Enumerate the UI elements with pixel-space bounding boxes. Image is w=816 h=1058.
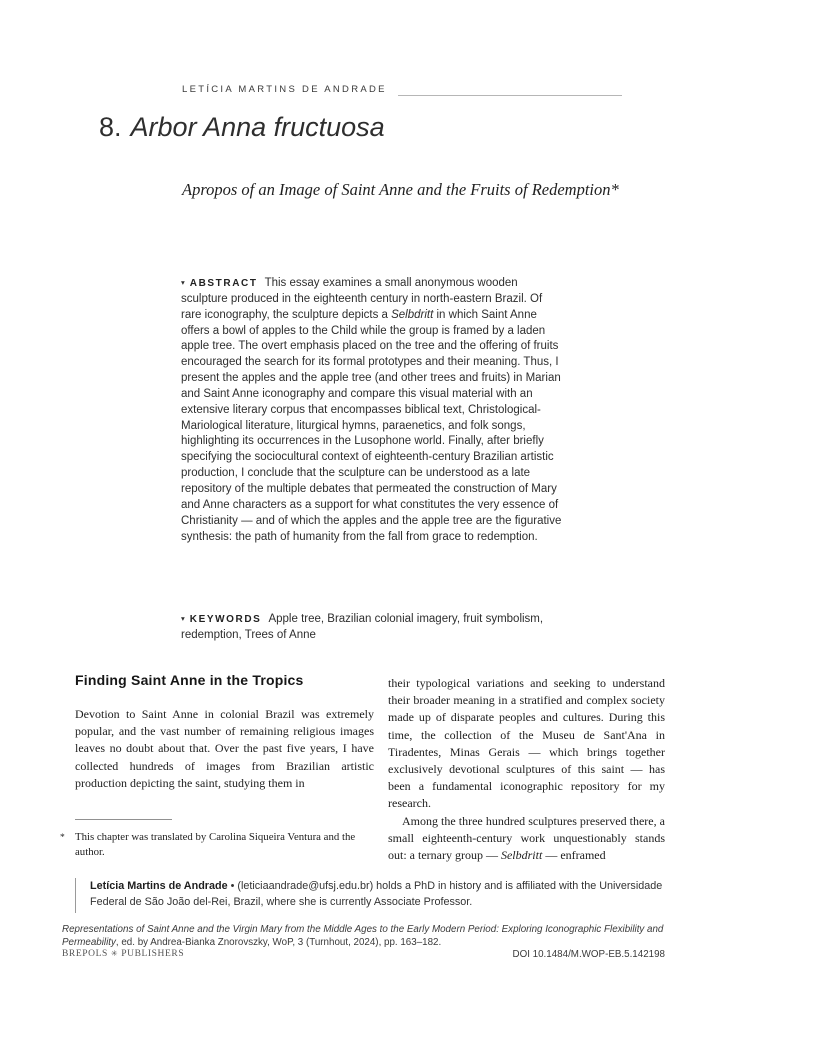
doi-reference: DOI 10.1484/M.WOP-EB.5.142198 [512, 949, 665, 960]
body-right-p2-text-b: — enframed [542, 848, 606, 863]
footnote-rule [75, 819, 172, 820]
keywords-label: KEYWORDS [189, 614, 262, 625]
imprint-series-title: Representations of Saint Anne and the Virgin Mary from the Middle Ages to the Early Modern Period: Exploring Iconographic Flexibility and Permeability [62, 924, 664, 949]
body-column-left: Devotion to Saint Anne in colonial Brazil was extremely popular, and the vast number of remaining religious images leaves no doubt about that. Over the past five years, I have collected hundreds of images from Brazilian artistic production depicting the saint, studying them in [75, 707, 374, 790]
body-right-paragraph-1: their typological variations and seeking to understand their broader meaning in a stratified and complex society made up of disparate peoples and cultures. During this time, the collection of the Museu de Sant'Ana in Tiradentes, Minas Gerais — which brings together exclusively devotional sculptures of this saint — has been a fundamental iconographic repository for my research. [388, 676, 665, 811]
imprint-citation [62, 923, 674, 949]
body-column-right [388, 675, 665, 864]
author-bio-name: Letícia Martins de Andrade [90, 880, 228, 892]
abstract-block [181, 276, 565, 545]
footnote-text: This chapter was translated by Carolina Siqueira Ventura and the author. [75, 831, 356, 858]
footnote [60, 830, 368, 859]
chapter-title [99, 112, 385, 143]
keywords-text: Apple tree, Brazilian colonial imagery, fruit symbolism, redemption, Trees of Anne [181, 613, 544, 641]
section-heading: Finding Saint Anne in the Tropics [75, 672, 304, 688]
author-bio-bullet: • [230, 880, 235, 892]
keywords-block [181, 612, 565, 644]
running-header-author: LETÍCIA MARTINS DE ANDRADE [182, 84, 387, 95]
abstract-triangle-icon: ▾ [181, 277, 185, 287]
body-right-p2-text-a: Among the three hundred sculptures preserved there, a small eighteenth-century work unquestionably stands out: a ternary group — [388, 813, 665, 863]
publisher-name-left: BREPOLS [62, 949, 108, 959]
chapter-number: 8. [99, 112, 122, 142]
imprint-citation-rest: , ed. by Andrea-Bianka Znorovszky, WoP, 3 (Turnhout, 2024), pp. 163–182. [115, 937, 442, 949]
publisher-device-icon: ✳ [110, 948, 119, 958]
keywords-triangle-icon: ▾ [181, 613, 185, 623]
abstract-label: ABSTRACT [189, 278, 258, 289]
publisher-imprint [62, 949, 184, 959]
abstract-text-part2: in which Saint Anne offers a bowl of apples to the Child while the group is framed by a laden apple tree. The overt emphasis placed on the tree and the offering of fruits encouraged the search for its formal prototypes and their meaning. Thus, I present the apples and the apple tree (and other trees and fruits) in Marian and Saint Anne iconography and compare this visual material with an extensive literary corpus that encompasses biblical text, Christological-Mariological literature, liturgical hymns, paraenetics, and folk songs, highlighting its occurrences in the Lusophone world. Finally, after briefly specifying the sociocultural context of eighteenth-century Brazilian artistic production, I conclude that the sculpture can be understood as a late repository of the multiple debates that permeated the construction of Mary and Anne characters as a support for what constitutes the very essence of Christianity — and of which the apples and the apple tree are the figurative synthesis: the path of humanity from the fall from grace to redemption. [181, 308, 562, 543]
footnote-marker: * [60, 833, 65, 843]
chapter-subtitle: Apropos of an Image of Saint Anne and the Fruits of Redemption* [182, 180, 619, 199]
body-right-paragraph-2 [388, 813, 665, 865]
chapter-title-text: Arbor Anna fructuosa [130, 112, 385, 142]
body-right-p2-italic-term: Selbdritt [500, 848, 543, 863]
author-bio-box [75, 878, 673, 913]
abstract-italic-term: Selbdritt [391, 308, 434, 321]
abstract-text-part1: This essay examines a small anonymous wooden sculpture produced in the eighteenth century in north-eastern Brazil. Of rare iconography, the sculpture depicts a [181, 277, 543, 321]
author-bio-text: (leticiaandrade@ufsj.edu.br) holds a PhD in history and is affiliated with the Universidade Federal de São João del-Rei, Brazil, where she is currently Associate Professor. [90, 880, 663, 908]
running-header-rule [398, 95, 622, 96]
publisher-name-right: PUBLISHERS [121, 949, 185, 959]
